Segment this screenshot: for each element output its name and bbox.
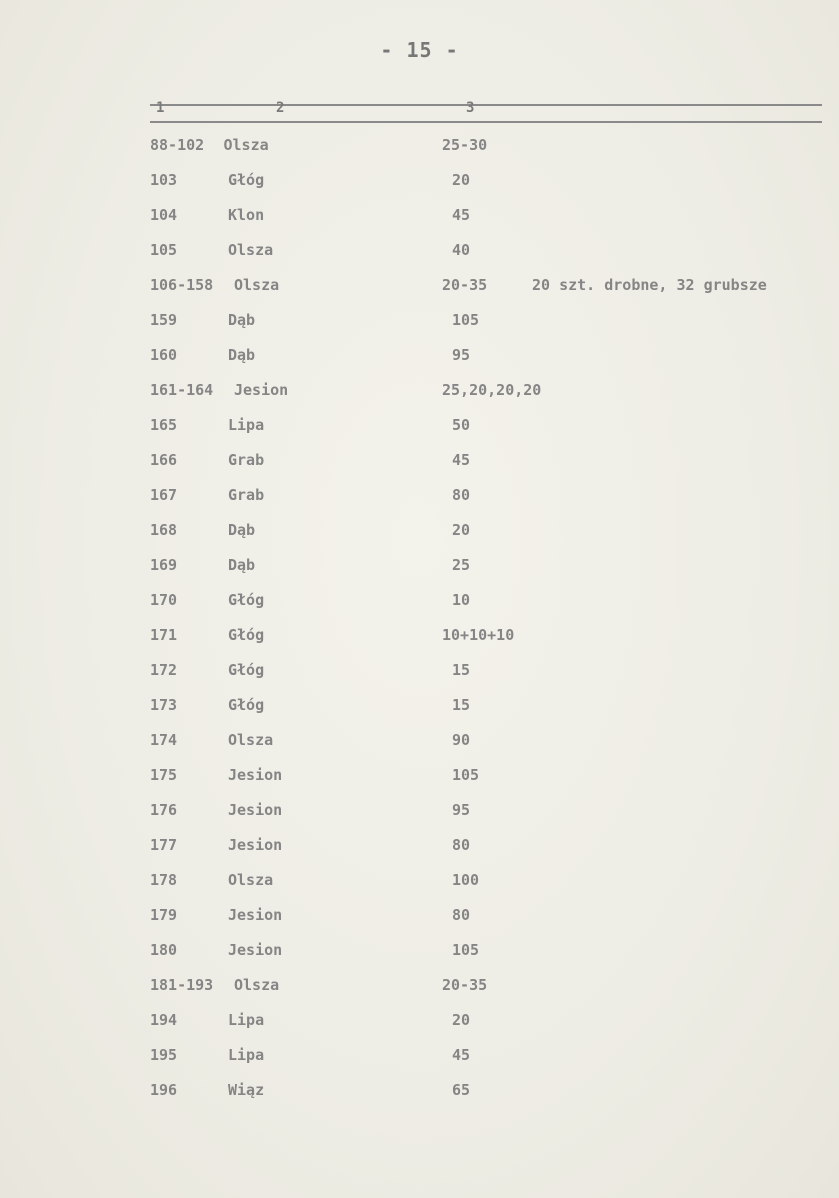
row-number: 176 — [150, 801, 178, 819]
row-value: 90 — [452, 731, 471, 749]
row-number: 181-193 — [150, 976, 214, 994]
row-number: 173 — [150, 696, 178, 714]
table-row — [0, 591, 839, 621]
table-row — [0, 136, 839, 166]
row-value: 50 — [452, 416, 471, 434]
row-species: Olsza — [234, 976, 280, 994]
table-row — [0, 381, 839, 411]
row-value: 20 — [452, 171, 471, 189]
table-row — [0, 556, 839, 586]
row-number: 169 — [150, 556, 178, 574]
row-value: 20 — [452, 1011, 471, 1029]
row-species: Grab — [228, 451, 265, 469]
row-value: 80 — [452, 486, 471, 504]
row-value: 100 — [452, 871, 480, 889]
row-number: 177 — [150, 836, 178, 854]
table-row — [0, 1011, 839, 1041]
row-number: 172 — [150, 661, 178, 679]
row-value: 95 — [452, 346, 471, 364]
row-number: 104 — [150, 206, 178, 224]
table-row — [0, 696, 839, 726]
table-row — [0, 661, 839, 691]
table-row — [0, 241, 839, 271]
row-species: Lipa — [228, 1011, 265, 1029]
table-row — [0, 626, 839, 656]
row-species: Dąb — [228, 521, 256, 539]
row-species: Głóg — [228, 591, 265, 609]
row-value: 25-30 — [442, 136, 488, 154]
row-species: Głóg — [228, 661, 265, 679]
row-number: 160 — [150, 346, 178, 364]
table-row — [0, 871, 839, 901]
row-value: 105 — [452, 941, 480, 959]
table-top-rule — [150, 104, 822, 106]
row-species: Olsza — [234, 276, 280, 294]
column-header-3: 3 — [466, 100, 475, 116]
table-row — [0, 346, 839, 376]
row-value: 10+10+10 — [442, 626, 515, 644]
row-value: 45 — [452, 1046, 471, 1064]
table-row — [0, 206, 839, 236]
row-number: 159 — [150, 311, 178, 329]
row-species: Lipa — [228, 416, 265, 434]
page-number: - 15 - — [380, 38, 459, 62]
row-value: 25 — [452, 556, 471, 574]
table-row — [0, 171, 839, 201]
row-number: 195 — [150, 1046, 178, 1064]
row-value: 45 — [452, 206, 471, 224]
row-species: Jesion — [228, 941, 283, 959]
row-value: 95 — [452, 801, 471, 819]
row-number: 174 — [150, 731, 178, 749]
row-number: 168 — [150, 521, 178, 539]
table-row — [0, 941, 839, 971]
row-species: Głóg — [228, 696, 265, 714]
row-number: 105 — [150, 241, 178, 259]
row-species: Olsza — [228, 731, 274, 749]
row-value: 105 — [452, 311, 480, 329]
table-header-rule — [150, 121, 822, 123]
row-number: 170 — [150, 591, 178, 609]
row-number: 194 — [150, 1011, 178, 1029]
row-value: 15 — [452, 696, 471, 714]
row-value: 20 — [452, 521, 471, 539]
table-row — [0, 311, 839, 341]
row-number: 180 — [150, 941, 178, 959]
row-species: Dąb — [228, 346, 256, 364]
row-species: Jesion — [228, 906, 283, 924]
row-value: 25,20,20,20 — [442, 381, 542, 399]
row-number: 171 — [150, 626, 178, 644]
row-value: 20-35 — [442, 976, 488, 994]
row-species: Głóg — [228, 626, 265, 644]
row-number: 165 — [150, 416, 178, 434]
row-species: Jesion — [234, 381, 289, 399]
row-number: 167 — [150, 486, 178, 504]
row-species: Lipa — [228, 1046, 265, 1064]
row-number: 196 — [150, 1081, 178, 1099]
row-value: 80 — [452, 906, 471, 924]
row-note: 20 szt. drobne, 32 grubsze — [532, 276, 767, 294]
table-row — [0, 801, 839, 831]
row-value: 40 — [452, 241, 471, 259]
row-species: Olsza — [228, 871, 274, 889]
row-value: 20-35 — [442, 276, 488, 294]
row-species: Jesion — [228, 836, 283, 854]
row-number: 175 — [150, 766, 178, 784]
table-row — [0, 1046, 839, 1076]
table-row — [0, 276, 839, 306]
row-number: 178 — [150, 871, 178, 889]
row-number: 166 — [150, 451, 178, 469]
row-species: Jesion — [228, 801, 283, 819]
row-number: 161-164 — [150, 381, 214, 399]
row-value: 65 — [452, 1081, 471, 1099]
row-number: 179 — [150, 906, 178, 924]
row-value: 10 — [452, 591, 471, 609]
table-row — [0, 836, 839, 866]
row-value: 80 — [452, 836, 471, 854]
row-species: Jesion — [228, 766, 283, 784]
row-species: Olsza — [228, 241, 274, 259]
row-value: 105 — [452, 766, 480, 784]
table-row — [0, 521, 839, 551]
row-species: Olsza — [223, 136, 269, 154]
row-number: 88-102 — [150, 136, 205, 154]
column-header-1: 1 — [156, 100, 165, 116]
row-species: Grab — [228, 486, 265, 504]
table-row — [0, 766, 839, 796]
row-species: Klon — [228, 206, 265, 224]
table-row — [0, 731, 839, 761]
table-row — [0, 486, 839, 516]
table-row — [0, 906, 839, 936]
row-value: 45 — [452, 451, 471, 469]
row-number: 106-158 — [150, 276, 214, 294]
table-row — [0, 416, 839, 446]
table-row — [0, 1081, 839, 1111]
table-row — [0, 976, 839, 1006]
row-value: 15 — [452, 661, 471, 679]
row-number: 103 — [150, 171, 178, 189]
row-species: Dąb — [228, 556, 256, 574]
row-species: Wiąz — [228, 1081, 265, 1099]
row-species: Głóg — [228, 171, 265, 189]
column-header-2: 2 — [276, 100, 285, 116]
table-row — [0, 451, 839, 481]
row-species: Dąb — [228, 311, 256, 329]
